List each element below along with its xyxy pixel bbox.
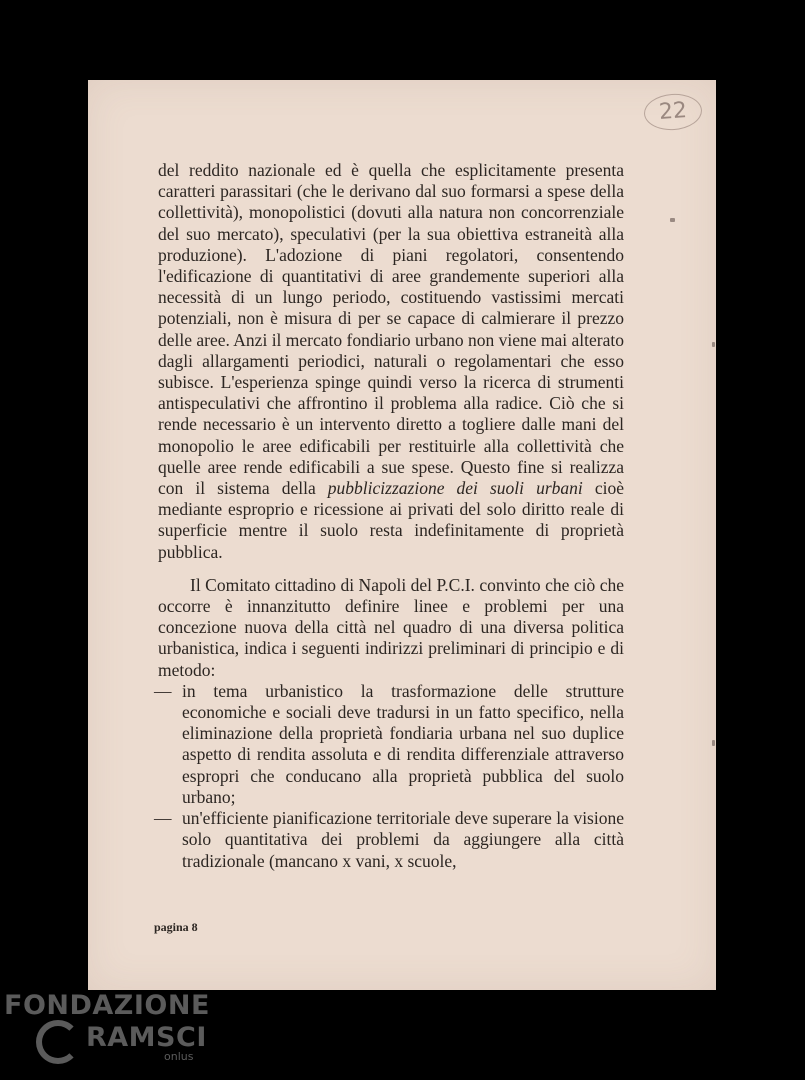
list-dash: — bbox=[154, 808, 172, 829]
list-item bbox=[154, 808, 624, 872]
watermark-line-1: FONDAZIONE bbox=[4, 990, 210, 1021]
watermark-line-2-text: RAMSCI bbox=[86, 1022, 207, 1053]
paragraph-1-text: del reddito nazionale ed è quella che esplicitamente presenta caratteri parassitari (che le derivano dal suo formarsi a spese della collettività), monopolistici (dovuti alla natura non concorrenziale del suo mercato), speculativi (per la sua obiettiva estraneità alla produzione). L'adozione di piani regolatori, consentendo l'edificazione di quantitativi di aree grandemente superiori alla necessità di un lungo periodo, costituendo vastissimi mercati potenziali, non è misura di per se capace di calmierare il prezzo delle aree. Anzi il mercato fondiario urbano non viene mai alterato dagli allargamenti periodici, naturali o regolamentari che esso subisce. L'esperienza spinge quindi verso la ricerca di strumenti antispeculativi che affrontino il problema alla radice. Ciò che si rende necessario è un intervento diretto a togliere dalle mani del monopolio le aree edificabili per restituirle alla collettività che quelle aree rende edificabili a sue spese. Questo fine si realizza con il sistema della bbox=[158, 160, 624, 499]
italic-phrase: pubblicizzazione dei suoli urbani bbox=[327, 478, 583, 499]
list-item-text: un'efficiente pianificazione territoriale deve superare la visione solo quantitativa dei problemi da aggiungere alla città tradizionale (mancano x vani, x scuole, bbox=[182, 808, 624, 871]
paragraph-1 bbox=[158, 160, 624, 563]
paper-speck bbox=[670, 218, 675, 222]
paragraph-1-end: cioè mediante esproprio e ricessione ai privati del solo diritto reale di superficie mentre il suolo resta indefinitamente di proprietà pubblica. bbox=[158, 478, 625, 562]
list-dash: — bbox=[154, 680, 172, 701]
paper-speck bbox=[712, 342, 715, 347]
paper-speck bbox=[712, 740, 715, 746]
watermark-suffix: onlus bbox=[164, 1050, 194, 1063]
document-body bbox=[154, 160, 625, 872]
list-item-text: in tema urbanistico la trasformazione delle strutture economiche e sociali deve tradursi in un fatto specifico, nella eliminazione della proprietà fondiaria urbana nel suo duplice aspetto di rendita assoluta e di rendita differenziale attraverso espropri che conducano alla proprietà pubblica del suolo urbano; bbox=[182, 680, 624, 807]
archive-number-annotation: 22 bbox=[643, 92, 703, 132]
paragraph-2: Il Comitato cittadino di Napoli del P.C.I. convinto che ciò che occorre è innanzitutto definire linee e problemi per una concezione nuova della città nel quadro di una diversa politica urbanistica, indica i seguenti indirizzi preliminari di principio e di metodo: bbox=[158, 574, 624, 680]
archive-watermark bbox=[4, 990, 210, 1063]
watermark-g-logo-icon bbox=[36, 1020, 80, 1064]
page-number: pagina 8 bbox=[154, 920, 198, 934]
list-item bbox=[154, 680, 624, 808]
document-page bbox=[88, 80, 716, 990]
